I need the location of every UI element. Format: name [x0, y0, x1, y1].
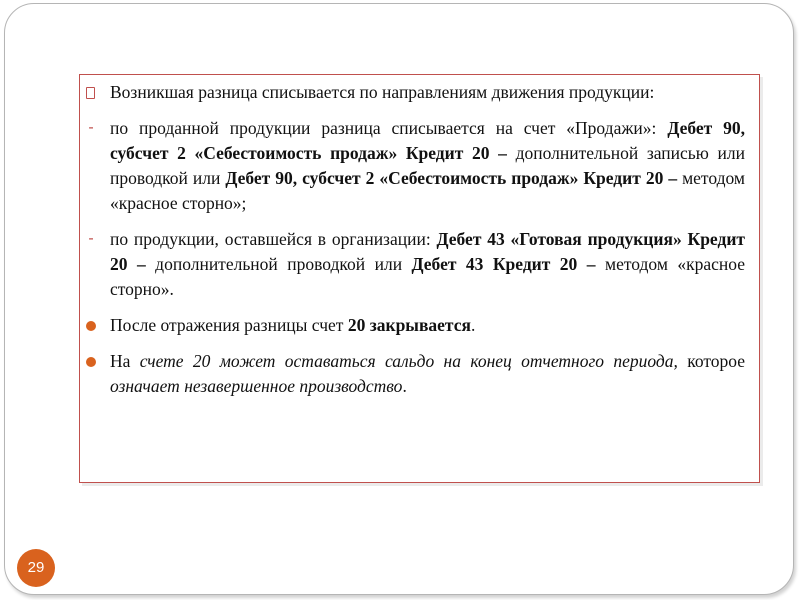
item-text-2-4: методом «красное сторно».: [110, 254, 745, 299]
item-text-4-1: счете 20 может оставаться сальдо на конец отчетного периода,: [139, 351, 678, 371]
item-text-0-0: Возникшая разница списывается по направлениям движения продукции:: [110, 82, 655, 102]
item-text-1-0: по проданной продукции разница списывается на счет «Продажи»:: [110, 118, 668, 138]
item-text-4-2: которое: [677, 351, 746, 371]
list-item: [110, 349, 745, 399]
item-text-1-4: методом «красное сторно»;: [110, 168, 745, 213]
list-item: [110, 80, 745, 105]
item-text-1-1: Дебет 90, субсчет 2 «Себестоимость продаж» Кредит 20 –: [110, 118, 745, 163]
item-text-4-3: означает незавершенное производство: [110, 376, 403, 396]
item-text-2-3: Дебет 43 Кредит 20 –: [411, 254, 596, 274]
dash-bullet-icon: -: [88, 230, 94, 247]
list-item: [110, 313, 745, 338]
dash-bullet-icon: -: [88, 119, 94, 136]
item-text-3-0: После отражения разницы счет: [110, 315, 348, 335]
item-text-4-4: .: [402, 376, 407, 396]
item-text-2-1: Дебет 43 «Готовая продукция» Кредит 20 –: [110, 229, 745, 274]
list-item: [88, 116, 745, 216]
item-text-4-0: На: [110, 351, 140, 371]
item-text-2-0: по продукции, оставшейся в организации:: [110, 229, 437, 249]
page-number-badge: 29: [17, 549, 55, 587]
item-text-3-1: 20 закрывается: [347, 315, 471, 335]
list-item: [88, 227, 745, 302]
item-text-2-2: дополнительной проводкой или: [145, 254, 412, 274]
item-text-1-3: Дебет 90, субсчет 2 «Себестоимость продаж» Кредит 20 –: [225, 168, 678, 188]
slide-text: [88, 80, 746, 410]
item-text-1-2: дополнительной записью или проводкой или: [110, 143, 745, 188]
item-text-3-2: .: [470, 315, 476, 335]
